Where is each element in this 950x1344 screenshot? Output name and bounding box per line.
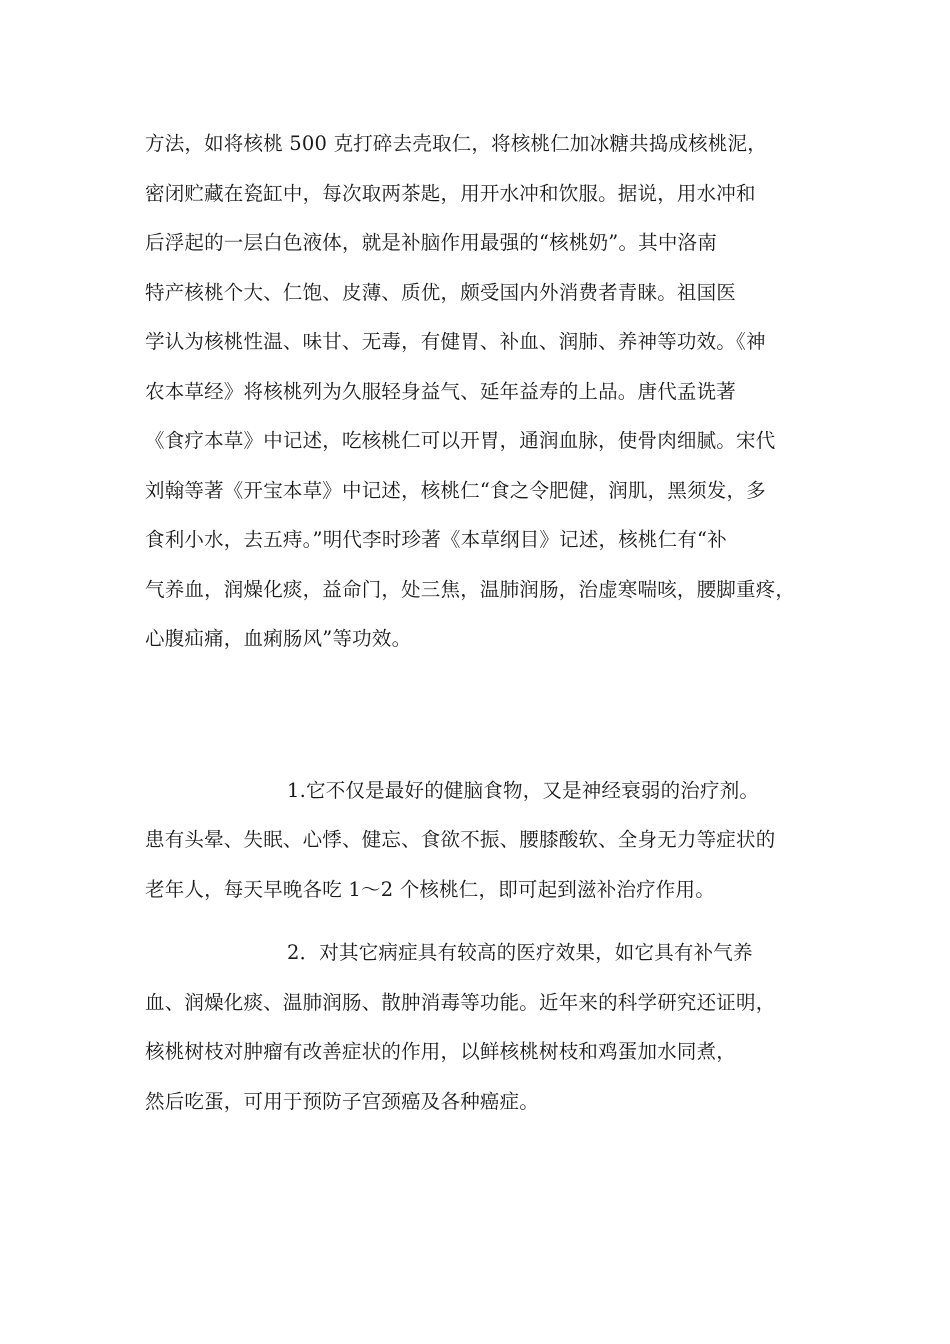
text-line: 《食疗本草》中记述，吃核桃仁可以开胃，通润血脉，使骨肉细腻。宋代: [145, 429, 776, 452]
text-line: 特产核桃个大、仁饱、皮薄、质优，颇受国内外消费者青睐。祖国医: [145, 281, 737, 304]
text-line: 血、润燥化痰、温肺润肠、散肿消毒等功能。近年来的科学研究还证明，: [145, 991, 776, 1014]
list-item-heading: 2．对其它病症具有较高的医疗效果，如它具有补气养: [287, 941, 753, 964]
text-line: 心腹疝痛，血痢肠风”等功效。: [145, 627, 412, 650]
text-line: 患有头晕、失眠、心悸、健忘、食欲不振、腰膝酸软、全身无力等症状的: [145, 828, 776, 851]
text-line: 核桃树枝对肿瘤有改善症状的作用，以鲜核桃树枝和鸡蛋加水同煮，: [145, 1040, 737, 1063]
text-line: 然后吃蛋，可用于预防子宫颈癌及各种癌症。: [145, 1090, 540, 1113]
text-line: 农本草经》将核桃列为久服轻身益气、延年益寿的上品。唐代孟诜著: [145, 380, 737, 403]
list-item-heading: 1.它不仅是最好的健脑食物，又是神经衰弱的治疗剂。: [287, 779, 760, 802]
text-line: 后浮起的一层白色液体，就是补脑作用最强的“核桃奶”。其中洛南: [145, 231, 717, 254]
text-line: 密闭贮藏在瓷缸中，每次取两茶匙，用开水冲和饮服。据说，用水冲和: [145, 182, 756, 205]
text-line: 气养血，润燥化痰，益命门，处三焦，温肺润肠，治虚寒喘咳，腰脚重疼，: [145, 578, 796, 601]
text-line: 老年人，每天早晚各吃 1～2 个核桃仁，即可起到滋补治疗作用。: [145, 878, 715, 901]
text-line: 食利小水，去五痔。”明代李时珍著《本草纲目》记述，核桃仁有“补: [145, 528, 727, 551]
text-line: 学认为核桃性温、味甘、无毒，有健胃、补血、润肺、养神等功效。《神: [145, 330, 766, 353]
text-line: 方法，如将核桃 500 克打碎去壳取仁，将核桃仁加冰糖共捣成核桃泥，: [145, 132, 767, 155]
text-line: 刘翰等著《开宝本草》中记述，核桃仁“食之令肥健，润肌，黑须发，多: [145, 479, 766, 502]
